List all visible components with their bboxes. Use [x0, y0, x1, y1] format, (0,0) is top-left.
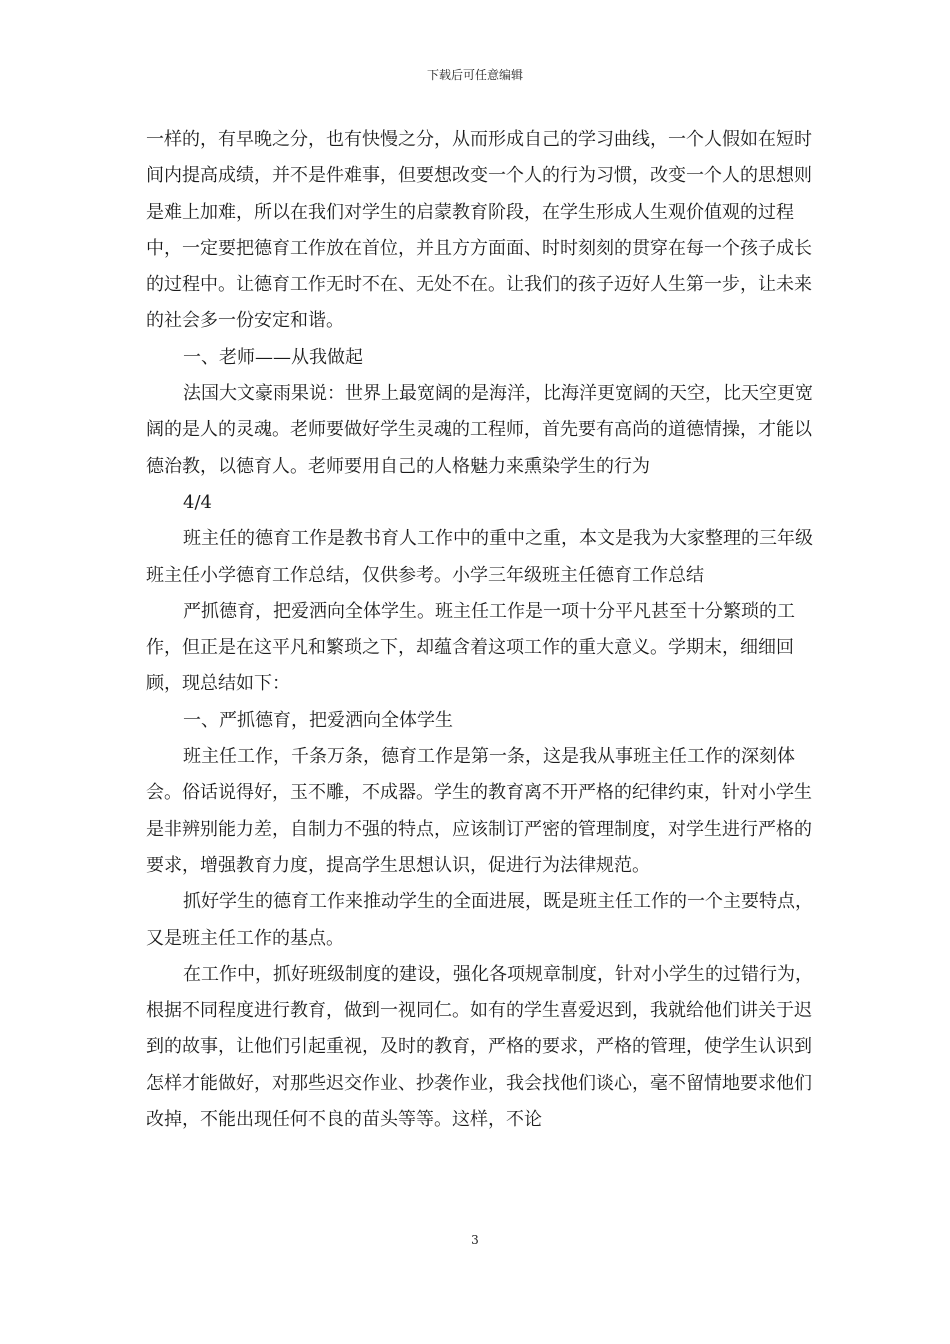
- paragraph: 班主任的德育工作是教书育人工作中的重中之重，本文是我为大家整理的三年级班主任小学德育工作总结，仅供参考。小学三年级班主任德育工作总结: [146, 528, 813, 586]
- paragraph: 法国大文豪雨果说：世界上最宽阔的是海洋，比海洋更宽阔的天空，比天空更宽阔的是人的灵魂。老师要做好学生灵魂的工程师，首先要有高尚的道德情操，才能以德治教，以德育人。老师要用自己的人格魅力来熏染学生的行为: [146, 383, 813, 477]
- paragraph: 严抓德育，把爱洒向全体学生。班主任工作是一项十分平凡甚至十分繁琐的工作，但正是在这平凡和繁琐之下，却蕴含着这项工作的重大意义。学期末，细细回顾，现总结如下：: [146, 600, 795, 695]
- paragraph: 在工作中，抓好班级制度的建设，强化各项规章制度，针对小学生的过错行为，根据不同程度进行教育，做到一视同仁。如有的学生喜爱迟到，我就给他们讲关于迟到的故事，让他们引起重视，及时的教育，严格的要求，严格的管理，使学生认识到怎样才能做好，对那些迟交作业、抄袭作业，我会找他们谈心，毫不留情地要求他们改掉，不能出现任何不良的苗头等等。这样，不论: [146, 963, 813, 1131]
- section-heading: 一、严抓德育，把爱洒向全体学生: [183, 709, 453, 731]
- document-body: [146, 122, 814, 1138]
- page-number: 3: [471, 1233, 479, 1247]
- page-header: 下载后可任意编辑: [426, 68, 523, 82]
- page-marker: 4/4: [183, 491, 212, 513]
- paragraph: 一样的，有早晚之分，也有快慢之分，从而形成自己的学习曲线，一个人假如在短时间内提高成绩，并不是件难事，但要想改变一个人的行为习惯，改变一个人的思想则是难上加难，所以在我们对学生的启蒙教育阶段，在学生形成人生观价值观的过程中，一定要把德育工作放在首位，并且方方面面、时时刻刻的贯穿在每一个孩子成长的过程中。让德育工作无时不在、无处不在。让我们的孩子迈好人生第一步，让未来的社会多一份安定和谐。: [146, 129, 812, 332]
- paragraph: 班主任工作，千条万条，德育工作是第一条，这是我从事班主任工作的深刻体会。俗话说得好，玉不雕，不成器。学生的教育离不开严格的纪律约束，针对小学生是非辨别能力差，自制力不强的特点，应该制订严密的管理制度，对学生进行严格的要求，增强教育力度，提高学生思想认识，促进行为法律规范。: [146, 746, 812, 876]
- paragraph: 抓好学生的德育工作来推动学生的全面进展，既是班主任工作的一个主要特点，又是班主任工作的基点。: [146, 891, 813, 949]
- section-heading: 一、老师——从我做起: [183, 346, 363, 368]
